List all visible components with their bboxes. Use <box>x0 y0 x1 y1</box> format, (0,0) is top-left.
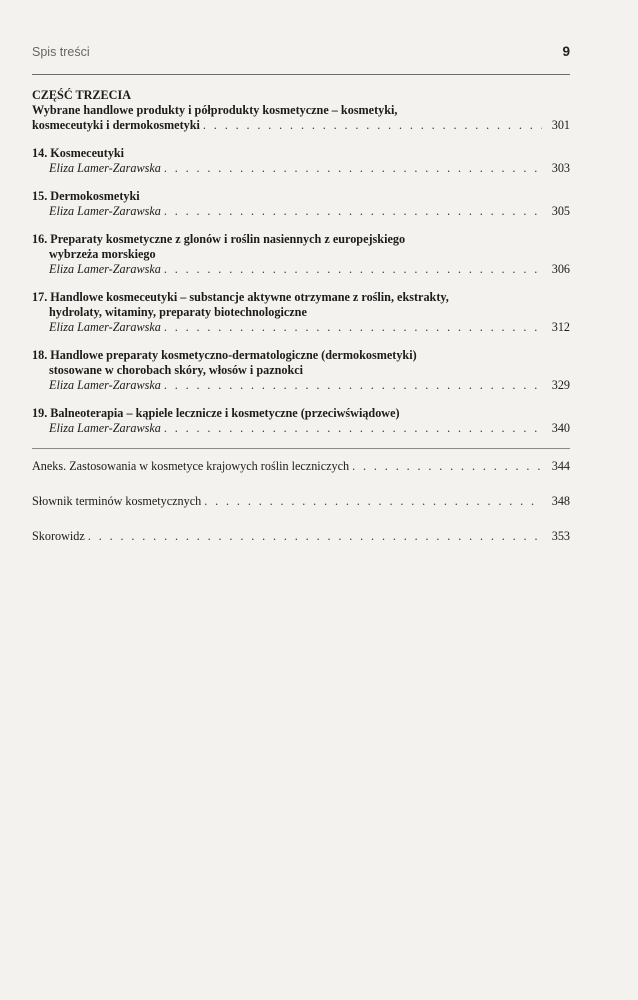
chapter-author-row <box>32 161 570 176</box>
chapter-title-line: wybrzeża morskiego <box>49 247 156 261</box>
chapter-title-line: hydrolaty, witaminy, preparaty biotechnologiczne <box>49 305 307 319</box>
appendix-list <box>32 459 570 546</box>
appendix-row <box>32 494 570 511</box>
header-rule <box>32 74 570 75</box>
chapter-title-line: 18. Handlowe preparaty kosmetyczno-dermatologiczne (dermokosmetyki) <box>32 348 417 362</box>
chapter-entry <box>32 232 570 277</box>
chapter-author: Eliza Lamer-Zarawska <box>49 204 161 218</box>
appendix-row <box>32 459 570 476</box>
chapter-title-line: 14. Kosmeceutyki <box>32 146 125 160</box>
part-label: CZĘŚĆ TRZECIA <box>32 88 131 102</box>
chapter-page: 306 <box>551 262 570 276</box>
section-title: Spis treści <box>32 45 90 59</box>
appendix-page: 344 <box>551 459 570 473</box>
chapter-entry <box>32 146 570 176</box>
chapter-author-row <box>32 378 570 393</box>
dot-leader <box>164 262 542 277</box>
chapter-title-line: 15. Dermokosmetyki <box>32 189 140 203</box>
appendix-title: Słownik terminów kosmetycznych <box>32 494 202 508</box>
appendix-page: 348 <box>551 494 570 508</box>
chapter-title-line: 19. Balneoterapia – kąpiele lecznicze i kosmetyczne (przeciwświądowe) <box>32 406 400 420</box>
chapter-page: 305 <box>551 204 570 218</box>
appendix-divider <box>32 448 570 449</box>
chapter-page: 329 <box>551 378 570 392</box>
appendix-page: 353 <box>551 529 570 543</box>
appendix-title: Aneks. Zastosowania w kosmetyce krajowych roślin leczniczych <box>32 459 350 473</box>
appendix-entry <box>32 529 570 546</box>
chapter-page: 312 <box>551 320 570 334</box>
dot-leader <box>164 204 542 219</box>
dot-leader <box>204 494 542 509</box>
dot-leader <box>164 320 542 335</box>
part-title-line-2-row <box>32 118 570 133</box>
dot-leader <box>352 459 542 474</box>
chapter-author-row <box>32 421 570 436</box>
chapter-title-line: 16. Preparaty kosmetyczne z glonów i roślin nasiennych z europejskiego <box>32 232 406 246</box>
page-number: 9 <box>562 44 570 59</box>
chapter-title-line: stosowane w chorobach skóry, włosów i paznokci <box>49 363 304 377</box>
chapter-title-line: 17. Handlowe kosmeceutyki – substancje aktywne otrzymane z roślin, ekstrakty, <box>32 290 449 304</box>
appendix-entry <box>32 494 570 511</box>
part-title-line-1: Wybrane handlowe produkty i półprodukty kosmetyczne – kosmetyki, <box>32 103 398 117</box>
chapter-entry <box>32 290 570 335</box>
chapter-author-row <box>32 204 570 219</box>
chapter-page: 340 <box>551 421 570 435</box>
chapter-author-row <box>32 262 570 277</box>
chapter-author-row <box>32 320 570 335</box>
appendix-title: Skorowidz <box>32 529 85 543</box>
appendix-entry <box>32 459 570 476</box>
part-page: 301 <box>551 118 570 132</box>
chapter-entry <box>32 189 570 219</box>
running-header <box>32 44 570 70</box>
dot-leader <box>164 421 542 436</box>
chapter-entry <box>32 406 570 436</box>
part-title-line-2: kosmeceutyki i dermokosmetyki <box>32 118 200 132</box>
dot-leader <box>164 378 542 393</box>
chapter-list <box>32 146 570 436</box>
chapter-author: Eliza Lamer-Zarawska <box>49 320 161 334</box>
appendix-row <box>32 529 570 546</box>
dot-leader <box>88 529 542 544</box>
chapter-author: Eliza Lamer-Zarawska <box>49 421 161 435</box>
chapter-page: 303 <box>551 161 570 175</box>
chapter-author: Eliza Lamer-Zarawska <box>49 378 161 392</box>
chapter-author: Eliza Lamer-Zarawska <box>49 262 161 276</box>
dot-leader <box>203 118 542 133</box>
toc-page <box>32 44 570 546</box>
chapter-entry <box>32 348 570 393</box>
chapter-author: Eliza Lamer-Zarawska <box>49 161 161 175</box>
dot-leader <box>164 161 542 176</box>
part-entry <box>32 88 570 133</box>
